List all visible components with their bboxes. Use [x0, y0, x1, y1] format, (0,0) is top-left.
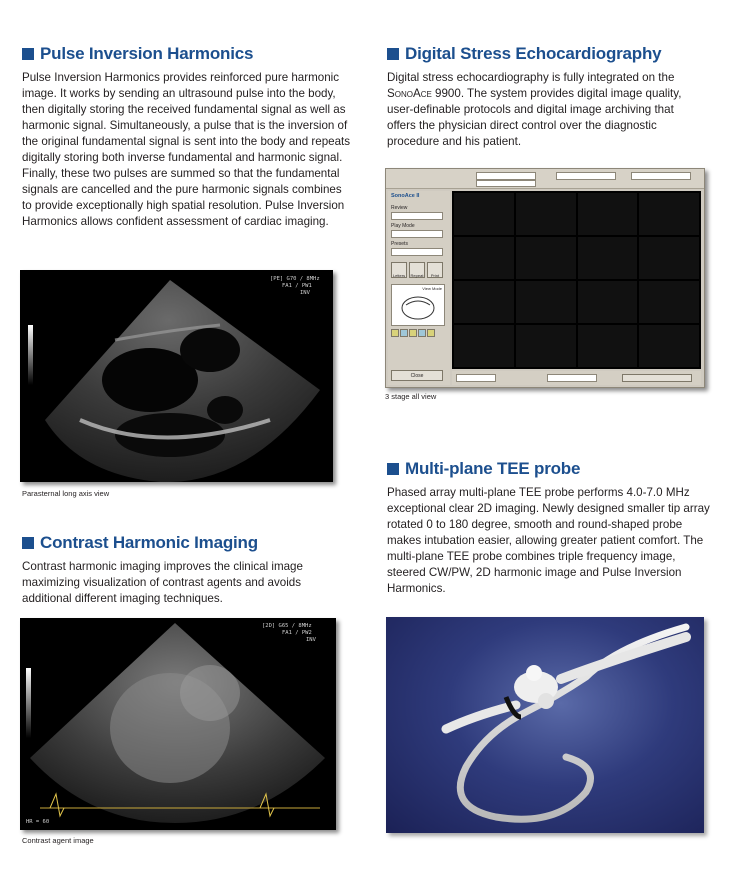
window-left-panel [388, 191, 450, 385]
ultrasound-sector-icon [20, 618, 336, 830]
stress-echo-software-window [385, 168, 705, 388]
square-bullet-icon [22, 48, 34, 60]
section-digital-stress [387, 44, 717, 150]
body-text-part: 9900. The system provides digital image quality, user-definable protocols and digital image archiving that offers the physician direct control over the diagnostic procedure and his patient. [387, 87, 682, 148]
echo-thumbnail[interactable] [639, 193, 699, 235]
section-heading [387, 44, 717, 64]
echo-thumbnail[interactable] [454, 237, 514, 279]
image-caption: 3 stage all view [385, 392, 437, 401]
patient-field [476, 172, 536, 180]
heading-text: Digital Stress Echocardiography [405, 44, 662, 63]
play-mode-select[interactable] [391, 230, 443, 238]
image-overlay-line-1: [2D] G65 / 8MHz [262, 623, 312, 629]
section-heading [22, 533, 357, 553]
echo-thumbnail[interactable] [578, 325, 638, 367]
date-field [556, 172, 616, 180]
print-button[interactable] [427, 262, 443, 278]
section-body: Pulse Inversion Harmonics provides reinforced pure harmonic image. It works by sending an ultrasound pulse into the body, then digitally storing the received fundamental signal as well as harmonic signal. Simultaneously, a pulse that is the inversion of the original fundamental signal is sent into the body and repeats digitally storing both inverse fundamental and harmonic signal. Finally, these two pulses are summed so that the fundamental signals are cancelled and the pure harmonic signals combines to provide exceptionally high spatial resolution. Pulse Inversion Harmonics allows confident assessment of cardiac imaging. [22, 71, 351, 228]
comment-field[interactable] [456, 374, 496, 382]
heading-text: Contrast Harmonic Imaging [40, 533, 258, 552]
image-caption: Parasternal long axis view [22, 489, 110, 498]
left-label-play-mode: Play Mode [391, 223, 415, 229]
echo-thumbnail[interactable] [578, 237, 638, 279]
echo-thumbnail[interactable] [516, 193, 576, 235]
echo-thumbnail[interactable] [578, 193, 638, 235]
echo-thumbnail[interactable] [516, 237, 576, 279]
presets-select[interactable] [391, 248, 443, 256]
heart-rate-readout: HR = 60 [26, 819, 50, 825]
echo-thumbnail[interactable] [639, 281, 699, 323]
section-heading [387, 459, 717, 479]
echo-thumbnail[interactable] [639, 237, 699, 279]
window-bottom-bar [452, 371, 701, 385]
echo-thumbnail[interactable] [516, 325, 576, 367]
square-bullet-icon [387, 463, 399, 475]
product-name: SonoAce [387, 87, 432, 100]
segment-button[interactable] [409, 329, 417, 337]
window-logo: SonoAce II [391, 193, 420, 199]
section-pulse-inversion [22, 44, 357, 230]
playback-controls[interactable] [622, 374, 692, 382]
segment-button[interactable] [418, 329, 426, 337]
segment-button[interactable] [391, 329, 399, 337]
tool-label: Repeat [410, 273, 424, 278]
image-overlay-line-1: [PE] G70 / 8MHz [270, 276, 320, 282]
image-overlay-line-2: FA1 / PW2 [282, 630, 312, 636]
echo-image-grid [452, 191, 701, 369]
left-label-presets: Presets [391, 241, 408, 247]
section-tee-probe [387, 459, 717, 597]
square-bullet-icon [387, 48, 399, 60]
section-body: Contrast harmonic imaging improves the clinical image maximizing visualization of contrast agents and avoids additional different imaging techniques. [22, 560, 303, 605]
repeat-button[interactable] [409, 262, 425, 278]
body-text-part: Digital stress echocardiography is fully integrated on the [387, 71, 675, 84]
info-field [631, 172, 691, 180]
segment-button[interactable] [400, 329, 408, 337]
section-heading [22, 44, 357, 64]
segment-buttons [391, 329, 447, 337]
segment-button[interactable] [427, 329, 435, 337]
echo-thumbnail[interactable] [454, 193, 514, 235]
close-label: Close [410, 373, 424, 379]
speed-field[interactable] [547, 374, 597, 382]
section-contrast [22, 533, 357, 607]
letters-button[interactable] [391, 262, 407, 278]
parasternal-echo-image [20, 270, 333, 482]
section-body: Phased array multi-plane TEE probe performs 4.0-7.0 MHz exceptional clear 2D imaging. Newly designed smaller tip array rotated 0 to 180 degree, smooth and round-shaped probe makes intubation easier, allowing greater patient comfort. The multi-plane TEE probe combines triple frequency image, steered CW/PW, 2D harmonic image and Pulse Inversion Harmonics. [387, 486, 710, 595]
heart-segment-icon [392, 285, 444, 325]
tee-probe-icon [386, 617, 704, 833]
echo-thumbnail[interactable] [516, 281, 576, 323]
echo-thumbnail[interactable] [454, 325, 514, 367]
close-button[interactable] [391, 370, 443, 381]
echo-thumbnail[interactable] [578, 281, 638, 323]
mini-label: View Mode [422, 286, 442, 291]
section-body [387, 70, 697, 150]
tool-buttons [391, 262, 447, 278]
heart-diagram [391, 284, 445, 326]
left-label-review: Review [391, 205, 408, 211]
ultrasound-sector-icon [20, 270, 333, 482]
heading-text: Pulse Inversion Harmonics [40, 44, 254, 63]
square-bullet-icon [22, 537, 34, 549]
tool-label: Print [430, 273, 440, 278]
echo-thumbnail[interactable] [639, 325, 699, 367]
image-overlay-line-3: INV [300, 290, 310, 296]
heading-text: Multi-plane TEE probe [405, 459, 581, 478]
echo-thumbnail[interactable] [454, 281, 514, 323]
image-overlay-line-2: FA1 / PW1 [282, 283, 312, 289]
image-overlay-line-3: INV [306, 637, 316, 643]
window-top-bar [386, 169, 704, 189]
tool-label: Letters [392, 273, 406, 278]
tee-probe-photo [386, 617, 704, 833]
image-caption: Contrast agent image [22, 836, 94, 845]
method-field [476, 180, 536, 187]
contrast-echo-image [20, 618, 336, 830]
review-select[interactable] [391, 212, 443, 220]
